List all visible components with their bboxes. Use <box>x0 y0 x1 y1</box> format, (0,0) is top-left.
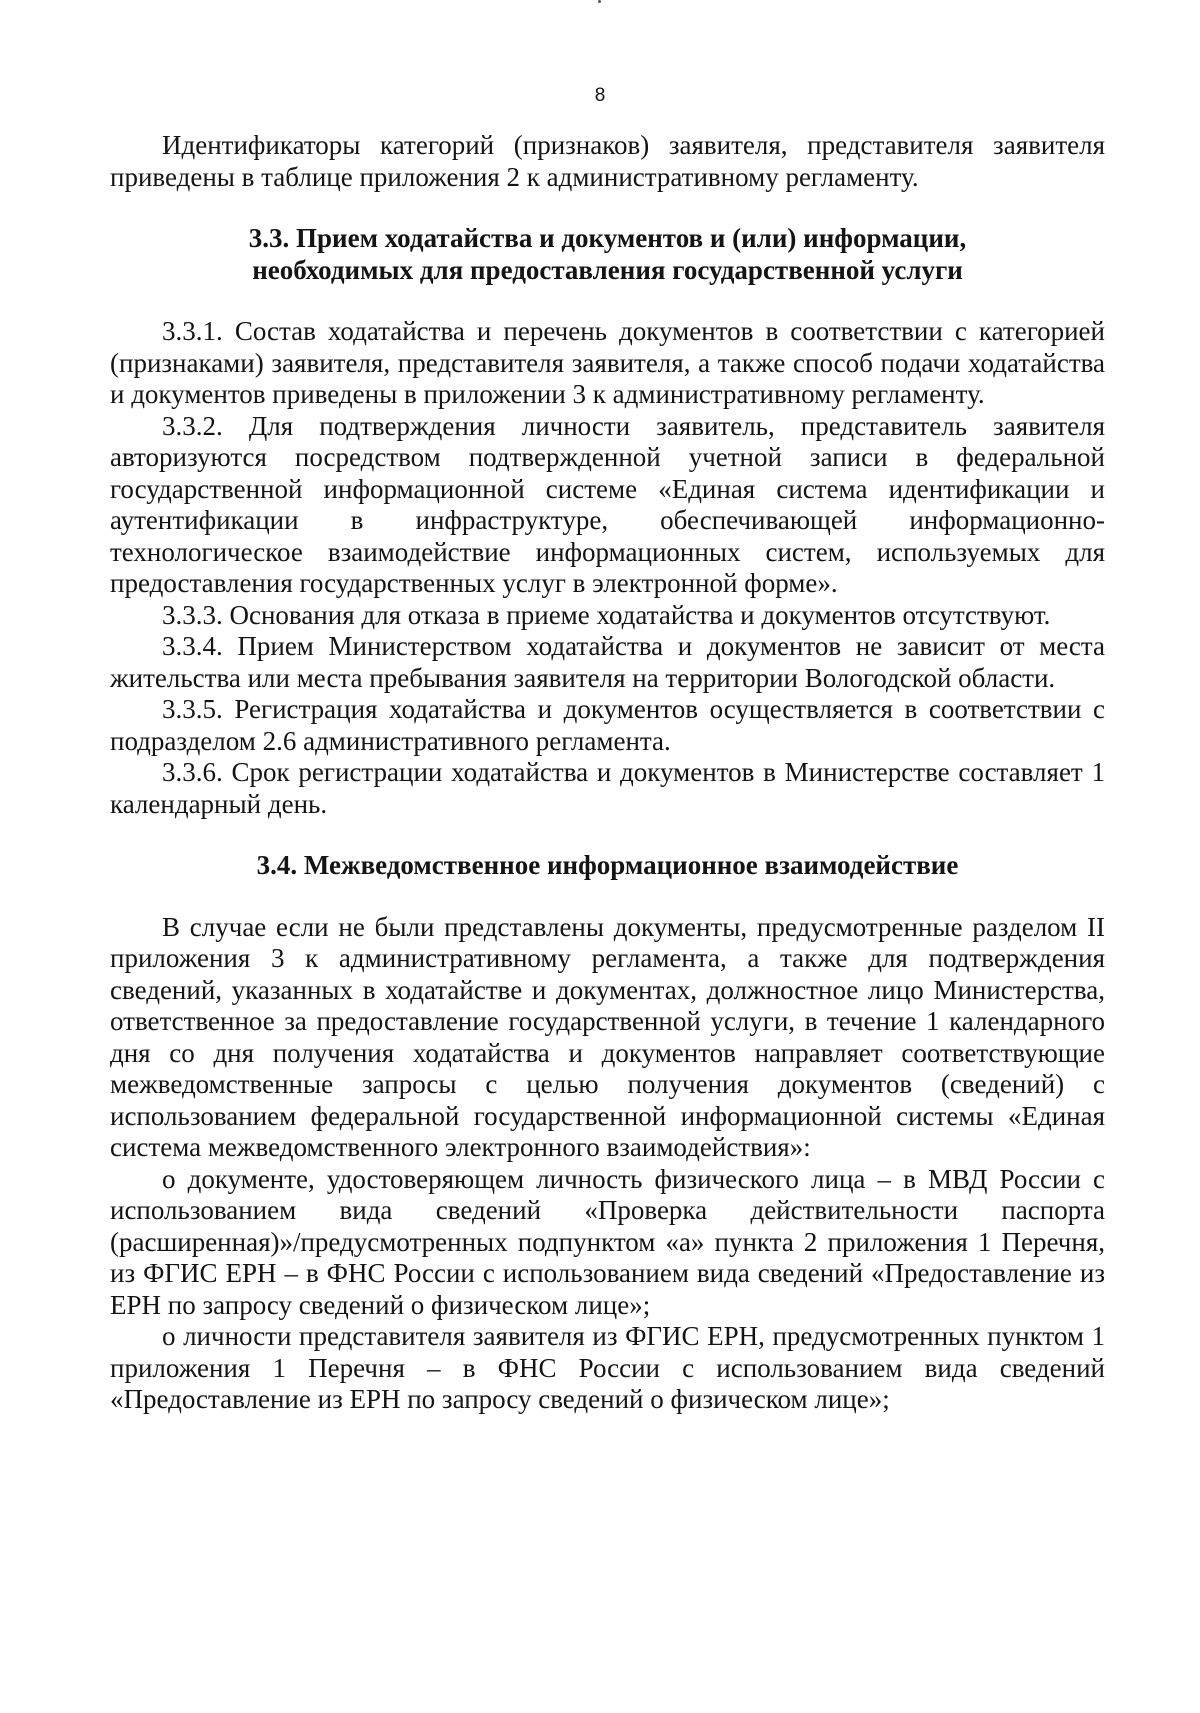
paragraph-3-3-5: 3.3.5. Регистрация ходатайства и документов осуществляется в соответствии с подразделом 2.6 административного регламента. <box>110 694 1105 756</box>
paragraph-3-3-4: 3.3.4. Прием Министерством ходатайства и документов не зависит от места жительства или места пребывания заявителя на территории Вологодской области. <box>110 631 1105 693</box>
paragraph-3-4-main: В случае если не были представлены документы, предусмотренные разделом II приложения 3 к административному регламента, а также для подтверждения сведений, указанных в ходатайстве и документах, должностное лицо Министерства, ответственное за предоставление государственной услуги, в течение 1 календарного дня со дня получения ходатайства и документов направляет соответствующие межведомственные запросы с целью получения документов (сведений) с использованием федеральной государственной информационной системы «Единая система межведомственного электронного взаимодействия»: <box>110 911 1105 1162</box>
section-3-3-heading-line1: 3.3. Прием ходатайства и документов и (или) информации, <box>248 223 967 253</box>
page-number: 8 <box>594 85 606 106</box>
paragraph-3-3-6: 3.3.6. Срок регистрации ходатайства и документов в Министерстве составляет 1 календарный день. <box>110 757 1105 819</box>
paragraph-3-4-representative: о личности представителя заявителя из ФГИС ЕРН, предусмотренных пунктом 1 приложения 1 Перечня – в ФНС России с использованием вида сведений «Предоставление из ЕРН по запросу сведений о физическом лице»; <box>110 1321 1105 1414</box>
paragraph-3-3-2: 3.3.2. Для подтверждения личности заявитель, представитель заявителя авторизуются посредством подтвержденной учетной записи в федеральной государственной информационной системе «Единая система идентификации и аутентификации в инфраструктуре, обеспечивающей информационно-технологическое взаимодействие информационных систем, используемых для предоставления государственных услуг в электронной форме». <box>110 410 1105 598</box>
scan-artifact-dot <box>598 0 601 3</box>
section-3-4-heading: 3.4. Межведомственное информационное взаимодействие <box>256 850 959 880</box>
paragraph-3-4-identity-document: о документе, удостоверяющем личность физического лица – в МВД России с использованием вида сведений «Проверка действительности паспорта (расширенная)»/предусмотренных подпунктом «а» пункта 2 приложения 1 Перечня, из ФГИС ЕРН – в ФНС России с использованием вида сведений «Предоставление из ЕРН по запросу сведений о физическом лице»; <box>110 1163 1105 1320</box>
paragraph-3-3-3: 3.3.3. Основания для отказа в приеме ходатайства и документов отсутствуют. <box>162 599 1051 630</box>
document-body <box>110 130 1105 1416</box>
section-3-3-heading-line2: необходимых для предоставления государственной услуги <box>252 254 963 285</box>
section-3-3-heading <box>110 223 1105 286</box>
intro-paragraph: Идентификаторы категорий (признаков) заявителя, представителя заявителя приведены в таблице приложения 2 к административному регламенту. <box>110 130 1105 192</box>
paragraph-3-3-1: 3.3.1. Состав ходатайства и перечень документов в соответствии с категорией (признаками) заявителя, представителя заявителя, а также способ подачи ходатайства и документов приведены в приложении 3 к административному регламенту. <box>110 316 1105 409</box>
